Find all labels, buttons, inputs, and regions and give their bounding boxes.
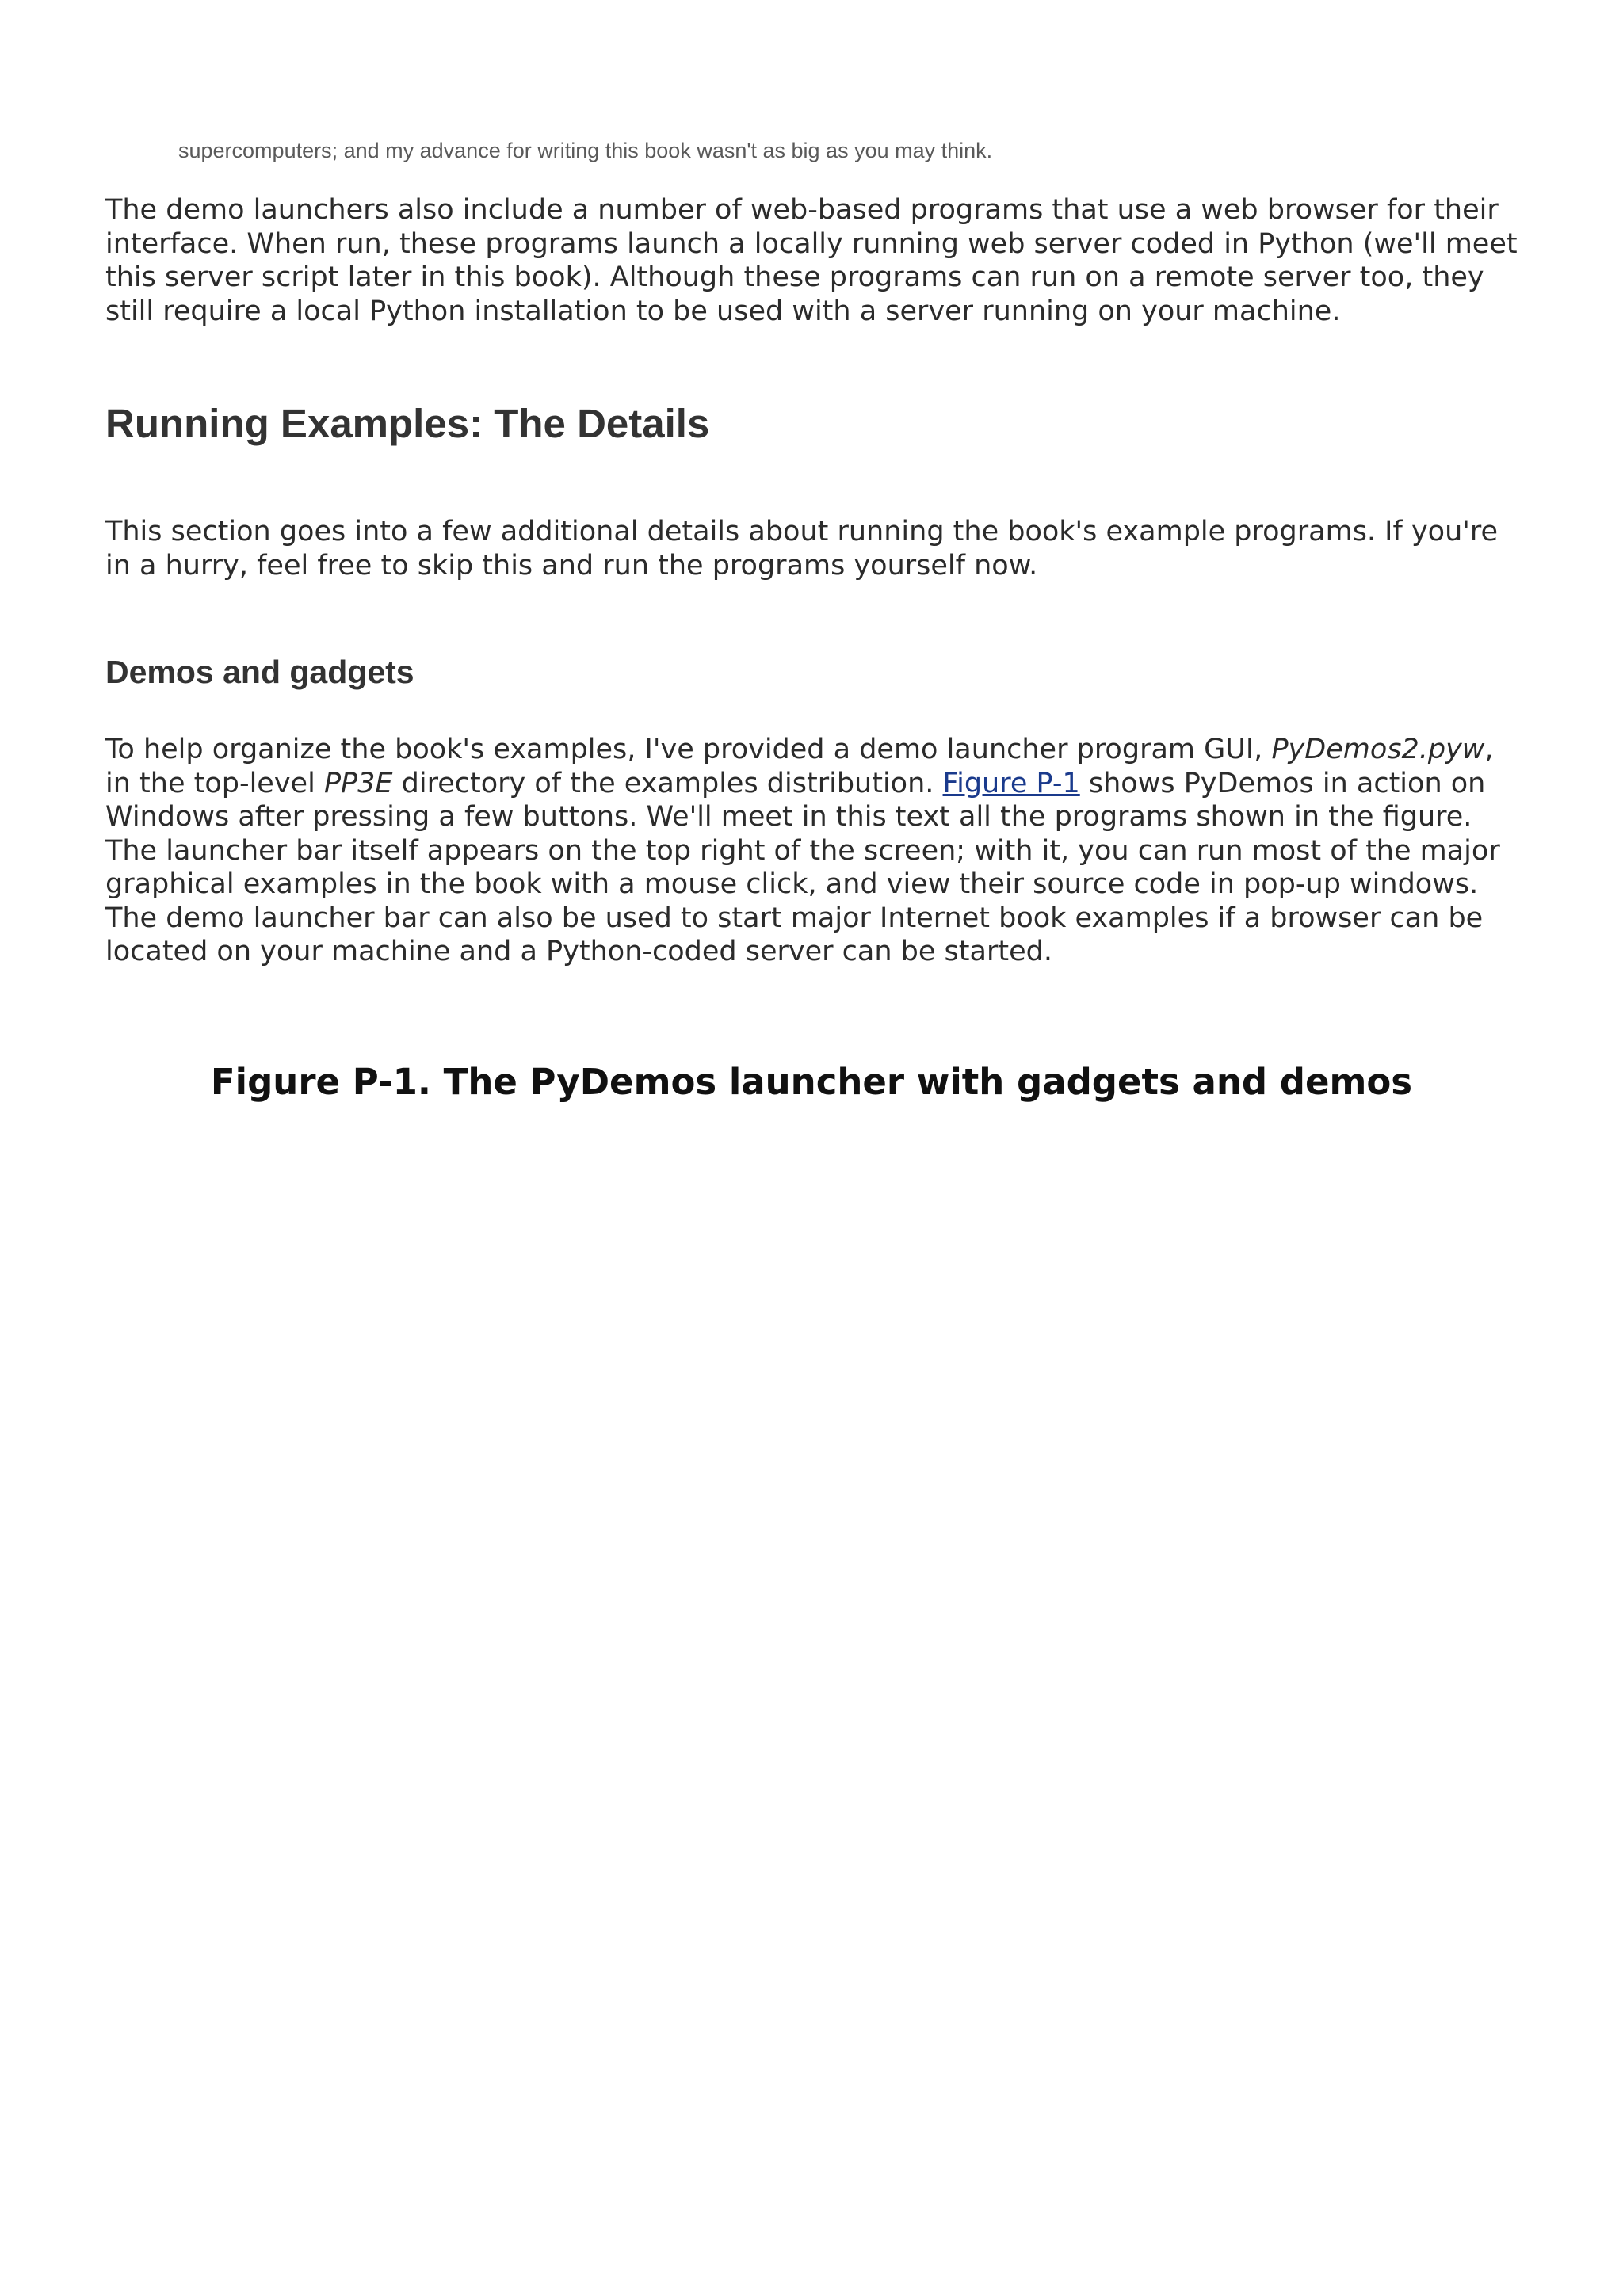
figure-p1-link[interactable]: Figure P-1 <box>942 767 1080 799</box>
footnote-text: supercomputers; and my advance for writing this book wasn't as big as you may think. <box>178 139 993 162</box>
demos-paragraph-text-1: To help organize the book's examples, I've provided a demo launcher program GUI, <box>105 734 1272 765</box>
demos-paragraph <box>105 733 1524 969</box>
paragraph-web-programs: The demo launchers also include a number of web-based programs that use a web browser for their interface. When run, these programs launch a locally running web server coded in Python (we'll meet this server script later in this book). Although these programs can run on a remote server too, they still require a local Python installation to be used with a server running on your machine. <box>105 194 1518 327</box>
demos-paragraph-text-3: directory of the examples distribution. <box>392 767 943 799</box>
filename-pydemos: PyDemos2.pyw <box>1271 734 1485 765</box>
subsection-heading: Demos and gadgets <box>105 654 414 690</box>
figure-caption: Figure P-1. The PyDemos launcher with gadgets and demos <box>210 1061 1413 1103</box>
section-intro-paragraph: This section goes into a few additional details about running the book's example programs. If you're in a hurry, feel free to skip this and run the programs yourself now. <box>105 516 1499 582</box>
demos-paragraph-text-4: shows PyDemos in action on Windows after pressing a few buttons. We'll meet in this text all the programs shown in the figure. The launcher bar itself appears on the top right of the screen; with it, you can run most of the major graphical examples in the book with a mouse click, and view their source code in pop-up windows. The demo launcher bar can also be used to start major Internet book examples if a browser can be located on your machine and a Python-coded server can be started. <box>105 767 1500 967</box>
demos-paragraph-text-2: , in the top-level <box>105 734 1494 799</box>
section-heading: Running Examples: The Details <box>105 401 710 446</box>
dirname-pp3e: PP3E <box>323 767 393 799</box>
